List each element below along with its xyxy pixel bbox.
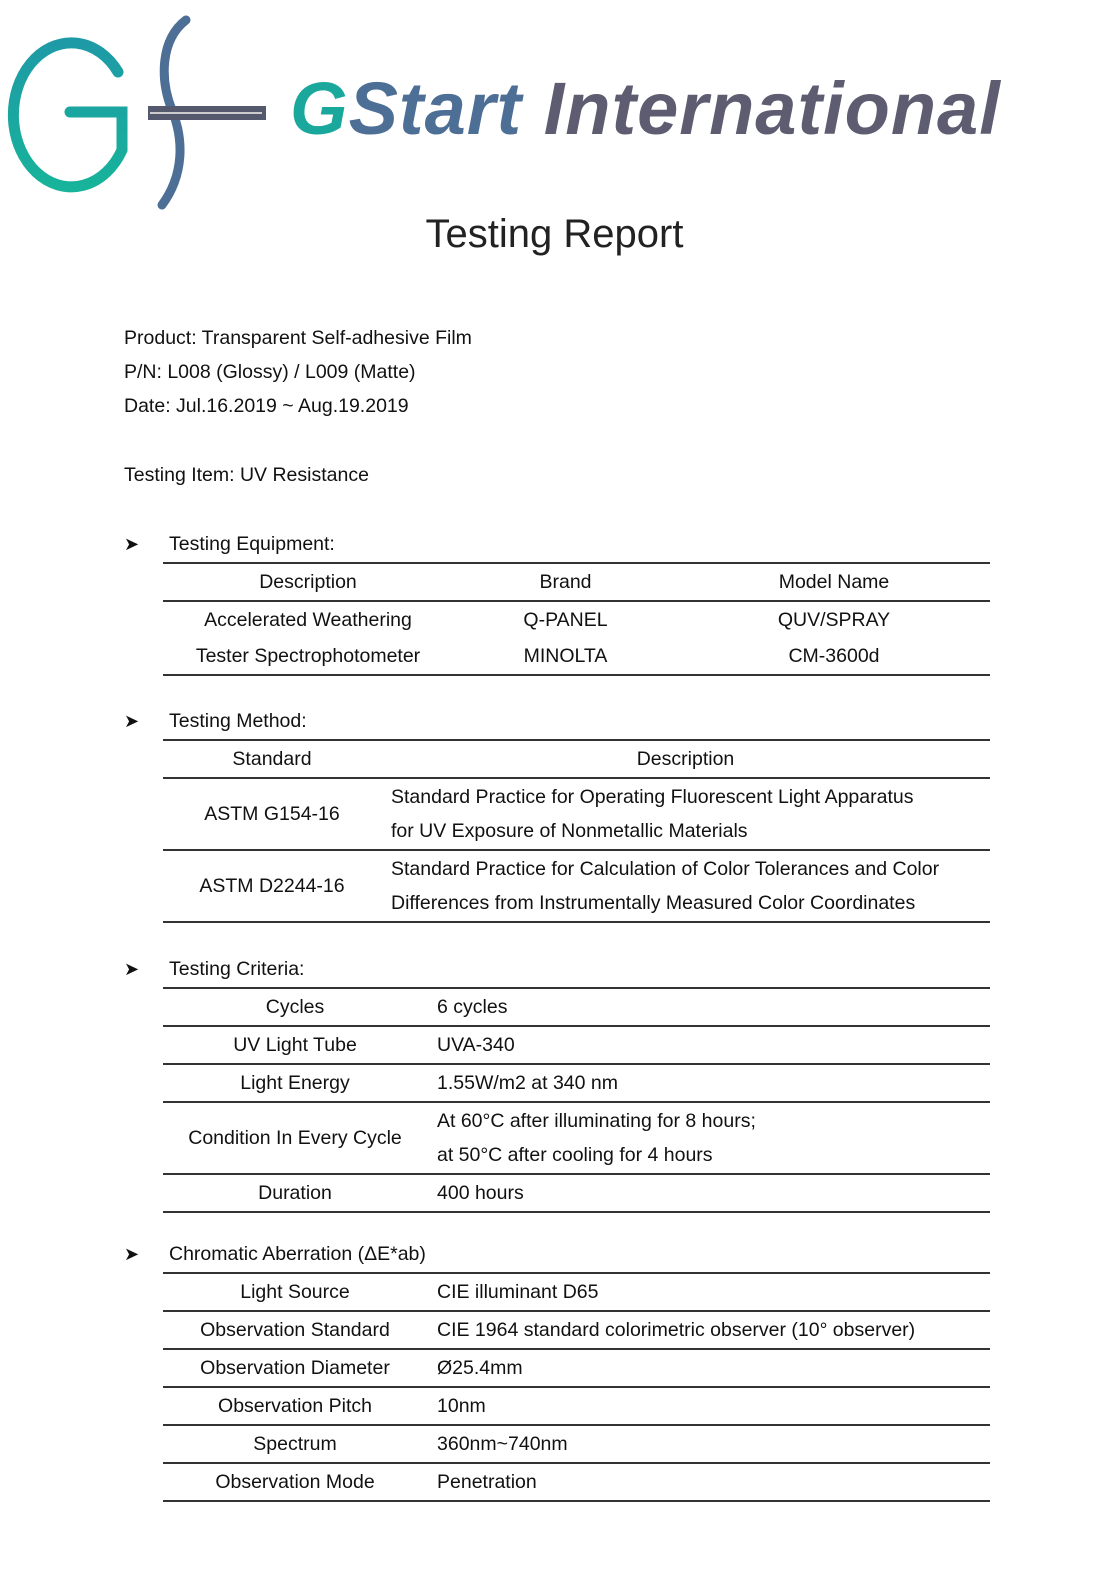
label-cell: Observation Diameter [200, 1356, 390, 1379]
table-row [163, 1102, 990, 1174]
arrow-bullet-icon: ➤ [124, 534, 140, 554]
table-row [163, 1273, 990, 1311]
chromatic-heading [124, 1243, 426, 1266]
table-row [163, 601, 990, 638]
table-cell: CM-3600d [788, 644, 880, 667]
heading-text: Testing Method: [169, 710, 307, 732]
value-cell: 1.55W/m2 at 340 nm [437, 1071, 619, 1094]
logo-mark [0, 0, 290, 215]
arrow-bullet-icon: ➤ [124, 1244, 140, 1264]
value-cell: 400 hours [437, 1181, 524, 1204]
table-cell: Accelerated Weathering [204, 608, 412, 631]
header-cell: Description [636, 747, 735, 770]
table-row [163, 1064, 990, 1102]
date-line: Date: Jul.16.2019 ~ Aug.19.2019 [124, 395, 409, 417]
value-cell: 10nm [437, 1394, 486, 1417]
arrow-bullet-icon: ➤ [124, 711, 140, 731]
product-line: Product: Transparent Self-adhesive Film [124, 327, 472, 349]
equipment-table [163, 562, 990, 676]
desc-line: for UV Exposure of Nonmetallic Materials [391, 820, 748, 842]
table-header-row [163, 563, 990, 601]
heading-text: Testing Equipment: [169, 533, 335, 555]
table-cell: QUV/SPRAY [777, 608, 891, 631]
table-cell: Q-PANEL [523, 608, 608, 631]
chromatic-table [163, 1272, 990, 1502]
header-cell: Description [259, 570, 357, 593]
value-cell: CIE illuminant D65 [437, 1280, 599, 1303]
label-cell: Observation Mode [215, 1470, 375, 1493]
value-cell: Ø25.4mm [437, 1356, 523, 1379]
table-header-row [163, 740, 990, 778]
value-cell: 6 cycles [437, 995, 508, 1018]
method-heading [124, 710, 307, 733]
table-row [163, 850, 990, 922]
table-row [163, 1387, 990, 1425]
desc-line: Standard Practice for Calculation of Color Tolerances and Color [391, 858, 940, 880]
table-cell [381, 778, 990, 850]
criteria-table [163, 987, 990, 1213]
table-row [163, 1026, 990, 1064]
header-cell: Brand [539, 570, 592, 593]
label-cell: Light Source [240, 1280, 350, 1303]
table-cell: ASTM G154-16 [204, 803, 340, 825]
value-cell: UVA-340 [437, 1033, 515, 1056]
label-cell: UV Light Tube [233, 1033, 357, 1056]
table-row [163, 1463, 990, 1501]
method-table [163, 739, 990, 923]
label-cell: Observation Standard [200, 1318, 390, 1341]
value-cell: 360nm~740nm [437, 1432, 568, 1455]
criteria-heading [124, 958, 304, 981]
part-number-line: P/N: L008 (Glossy) / L009 (Matte) [124, 361, 416, 383]
header-cell: Model Name [778, 570, 890, 593]
heading-text: Chromatic Aberration (ΔE*ab) [169, 1243, 426, 1265]
testing-item-line: Testing Item: UV Resistance [124, 464, 369, 486]
arrow-bullet-icon: ➤ [124, 959, 140, 979]
page-title: Testing Report [425, 212, 684, 256]
equipment-heading [124, 533, 335, 556]
table-row [163, 1349, 990, 1387]
label-cell: Light Energy [240, 1071, 350, 1094]
value-cell [427, 1102, 990, 1174]
label-cell: Cycles [265, 995, 325, 1018]
label-cell: Spectrum [253, 1432, 337, 1455]
header-cell: Standard [232, 747, 312, 770]
value-cell: Penetration [437, 1470, 537, 1493]
table-row [163, 1311, 990, 1349]
table-cell: ASTM D2244-16 [199, 875, 345, 897]
table-row [163, 988, 990, 1026]
table-cell: Tester Spectrophotometer [195, 644, 421, 667]
desc-line: Differences from Instrumentally Measured Color Coordinates [391, 892, 916, 914]
table-cell: MINOLTA [523, 644, 608, 667]
table-cell [381, 850, 990, 922]
table-row [163, 1425, 990, 1463]
value-line: at 50°C after cooling for 4 hours [437, 1144, 713, 1166]
logo-wordmark: GStart International [290, 67, 1001, 150]
heading-text: Testing Criteria: [169, 958, 305, 980]
table-row [163, 1174, 990, 1212]
table-row [163, 778, 990, 850]
table-row [163, 638, 990, 675]
label-cell: Duration [258, 1181, 332, 1204]
desc-line: Standard Practice for Operating Fluorescent Light Apparatus [391, 786, 914, 808]
label-cell: Observation Pitch [218, 1394, 372, 1417]
label-cell: Condition In Every Cycle [188, 1127, 402, 1149]
value-line: At 60°C after illuminating for 8 hours; [437, 1110, 756, 1132]
value-cell: CIE 1964 standard colorimetric observer (10° observer) [437, 1318, 916, 1341]
